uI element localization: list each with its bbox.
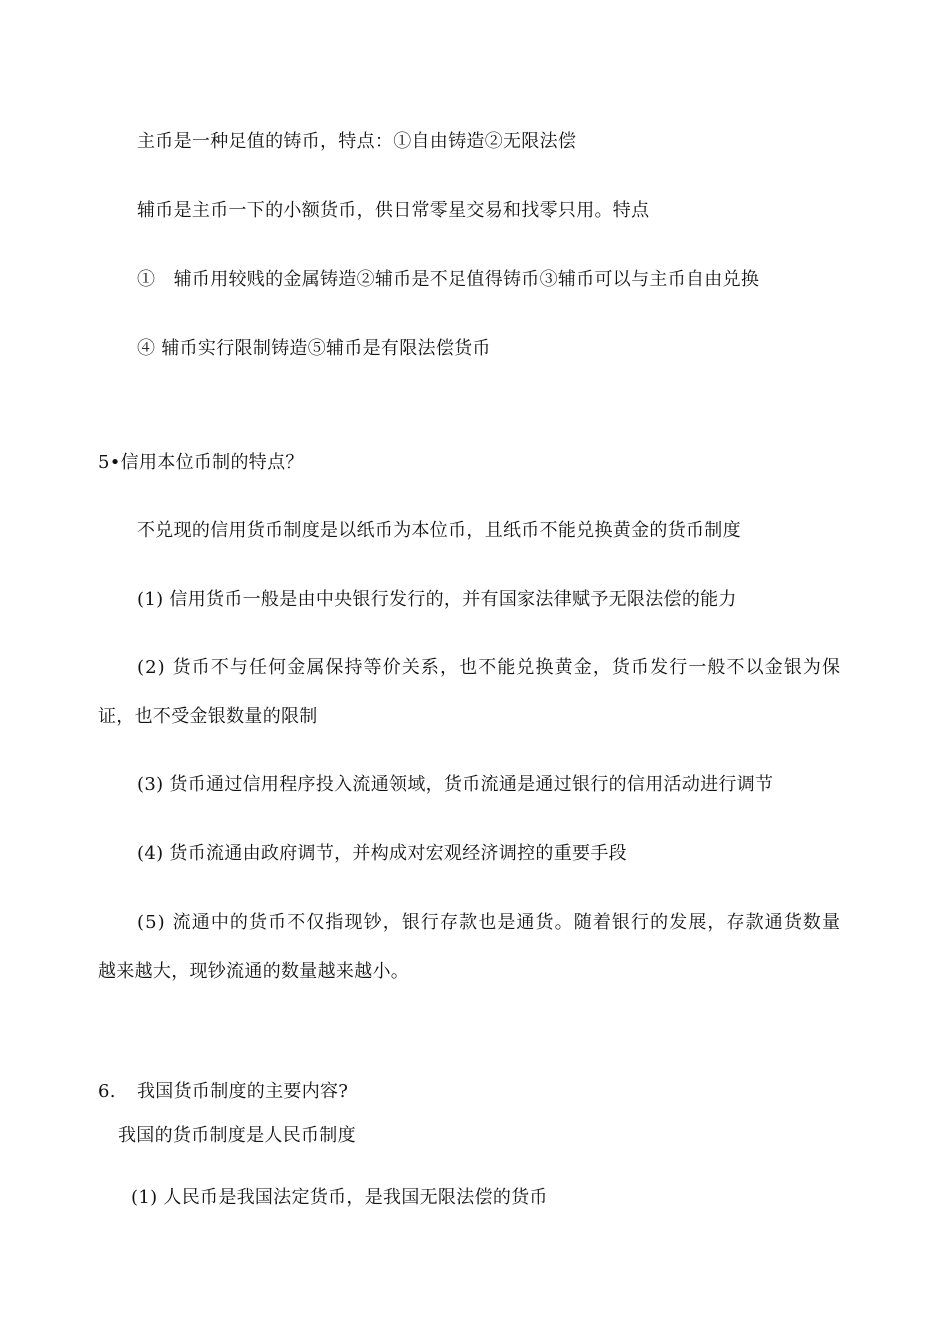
section6-item-1: (1) 人民币是我国法定货币，是我国无限法偿的货币 [131, 1187, 548, 1208]
section5-intro: 不兑现的信用货币制度是以纸币为本位币，且纸币不能兑换黄金的货币制度 [137, 520, 741, 541]
section6-heading: 我国货币制度的主要内容? [137, 1081, 349, 1102]
subsidiary-coin-features-b: ④ 辅币实行限制铸造⑤辅币是有限法偿货币 [137, 338, 491, 359]
section5-item-2-line-2: 证，也不受金银数量的限制 [98, 706, 318, 727]
section5-item-2-line-1: (2) 货币不与任何金属保持等价关系，也不能兑换黄金，货币发行一般不以金银为保 [137, 657, 842, 678]
subsidiary-coin-paragraph: 辅币是主币一下的小额货币，供日常零星交易和找零只用。特点 [137, 200, 650, 221]
section5-heading: 5•信用本位币制的特点？ [98, 452, 304, 473]
section5-item-1: (1) 信用货币一般是由中央银行发行的，并有国家法律赋予无限法偿的能力 [137, 589, 737, 610]
section5-item-3: (3) 货币通过信用程序投入流通领域，货币流通是通过银行的信用活动进行调节 [137, 774, 774, 795]
section5-item-5-line-2: 越来越大，现钞流通的数量越来越小。 [98, 961, 410, 982]
subsidiary-coin-features-a: ① 辅币用较贱的金属铸造②辅币是不足值得铸币③辅币可以与主币自由兑换 [137, 269, 760, 290]
section6-number: 6. [98, 1081, 116, 1102]
main-coin-paragraph: 主币是一种足值的铸币，特点：①自由铸造②无限法偿 [137, 131, 577, 152]
section5-item-5-line-1: (5) 流通中的货币不仅指现钞，银行存款也是通货。随着银行的发展，存款通货数量 [137, 912, 842, 933]
section6-intro: 我国的货币制度是人民币制度 [118, 1125, 356, 1146]
section5-item-4: (4) 货币流通由政府调节，并构成对宏观经济调控的重要手段 [137, 843, 627, 864]
